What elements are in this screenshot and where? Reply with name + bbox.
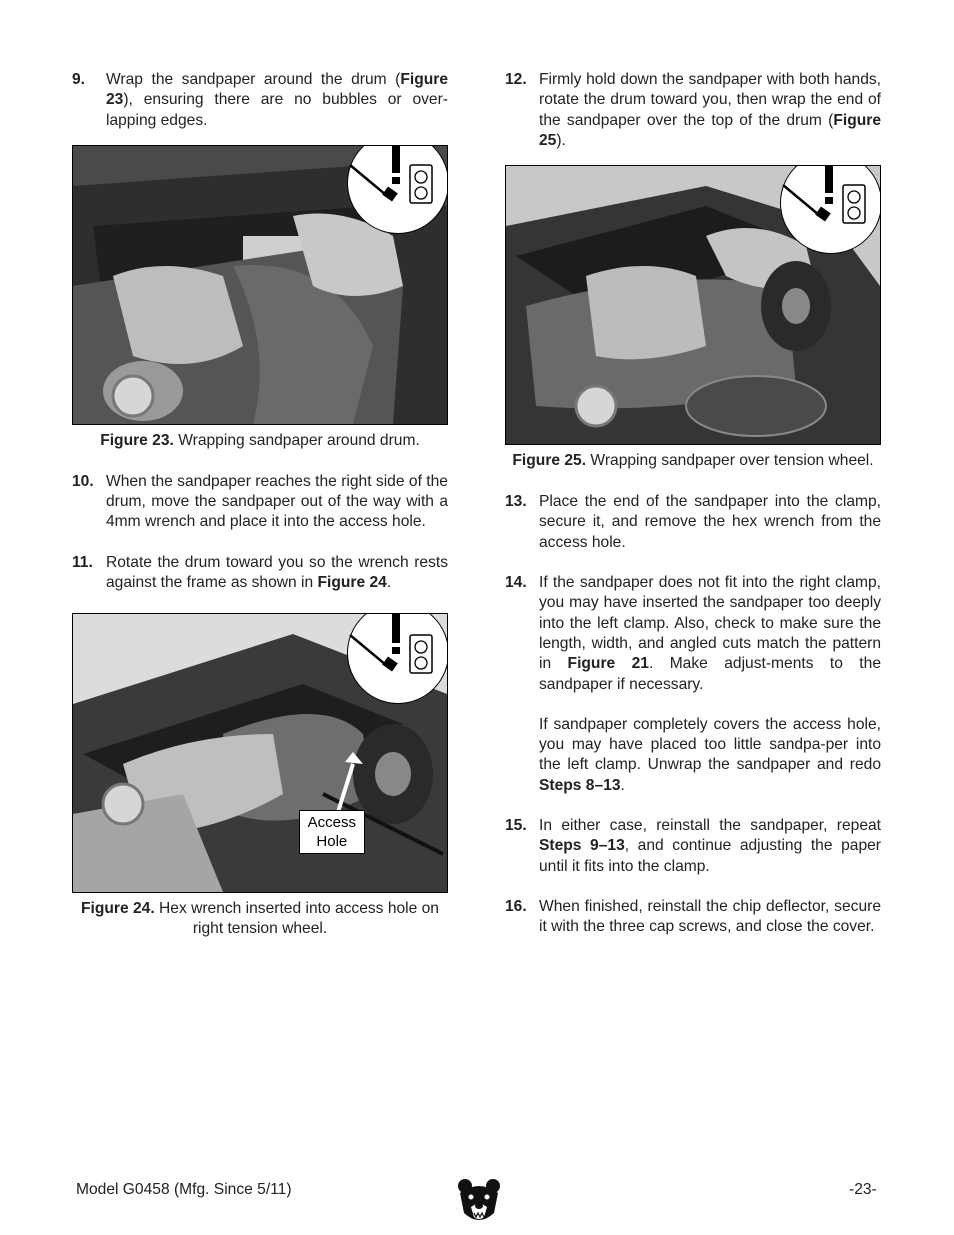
step-text: In either case, reinstall the sandpaper, repeat bbox=[539, 817, 881, 835]
step-text: ). bbox=[556, 131, 566, 149]
left-column bbox=[72, 70, 448, 939]
figure-23-caption bbox=[72, 431, 448, 451]
unplug-warning-icon bbox=[347, 613, 448, 704]
unplug-warning-icon bbox=[347, 145, 448, 234]
step-number: 10. bbox=[72, 472, 94, 490]
unplug-warning-icon bbox=[780, 165, 881, 254]
step-12 bbox=[505, 70, 881, 151]
figure-24-photo bbox=[72, 613, 448, 893]
footer-model: Model G0458 (Mfg. Since 5/11) bbox=[76, 1181, 292, 1198]
step-number: 11. bbox=[72, 553, 93, 571]
figure-ref: Figure 21 bbox=[567, 655, 649, 673]
step-text: Firmly hold down the sandpaper with both hands, rotate the drum toward you, then wrap the end of the sandpaper over the top of the drum ( bbox=[539, 71, 881, 129]
step-text: ), ensuring there are no bubbles or over-lapping edges. bbox=[106, 91, 448, 129]
step-text: If the sandpaper does not fit into the right clamp, you may have inserted the sandpaper too deeply into the left clamp. Also, check to make sure the length, width, and angled cuts match the pattern in bbox=[539, 574, 881, 673]
access-hole-callout bbox=[299, 810, 365, 854]
step-number: 12. bbox=[505, 71, 527, 88]
figure-ref: Figure 25 bbox=[539, 111, 881, 149]
figure-label: Figure 24. bbox=[81, 900, 155, 918]
step-15 bbox=[505, 816, 881, 877]
step-text: . Make adjust-ments to the sandpaper if necessary. bbox=[539, 655, 881, 693]
figure-ref: Figure 23 bbox=[106, 71, 448, 109]
step-9 bbox=[72, 70, 448, 131]
figure-25-photo bbox=[505, 165, 881, 445]
step-number: 15. bbox=[505, 817, 527, 835]
right-column bbox=[505, 70, 881, 958]
step-14 bbox=[505, 573, 881, 695]
figure-label: Figure 25. bbox=[512, 452, 587, 470]
step-number: 14. bbox=[505, 574, 527, 592]
callout-line: Access bbox=[307, 814, 356, 832]
step-text: . bbox=[386, 574, 392, 592]
caption-text: Hex wrench inserted into access hole on right tension wheel. bbox=[154, 900, 439, 938]
figure-25-caption bbox=[505, 451, 881, 471]
step-text: Place the end of the sandpaper into the clamp, secure it, and remove the hex wrench from the access hole. bbox=[539, 493, 881, 551]
step-number: 13. bbox=[505, 493, 527, 511]
figure-24 bbox=[72, 613, 448, 939]
step-text: Wrap the sandpaper around the drum ( bbox=[106, 71, 401, 88]
step-text: . bbox=[620, 776, 625, 794]
step-text: Rotate the drum toward you so the wrench rests against the frame as shown in bbox=[106, 553, 448, 592]
caption-text: Wrapping sandpaper around drum. bbox=[173, 431, 420, 449]
step-number: 9. bbox=[72, 71, 86, 88]
steps-ref: Steps 9–13 bbox=[539, 837, 625, 855]
grizzly-bear-logo bbox=[456, 1177, 502, 1225]
step-text: , and continue adjusting the paper until it fits into the clamp. bbox=[539, 837, 881, 875]
caption-text: Wrapping sandpaper over tension wheel. bbox=[586, 452, 874, 470]
step-13 bbox=[505, 492, 881, 553]
step-number: 16. bbox=[505, 897, 527, 915]
figure-label: Figure 23. bbox=[100, 431, 174, 449]
step-text: When finished, reinstall the chip deflector, secure it with the three cap screws, and close the cover. bbox=[539, 897, 881, 936]
step-text: When the sandpaper reaches the right side of the drum, move the sandpaper out of the way with a 4mm wrench and place it into the access hole. bbox=[106, 472, 448, 531]
figure-ref: Figure 24 bbox=[317, 574, 387, 592]
figure-24-caption bbox=[72, 899, 448, 939]
step-text: If sandpaper completely covers the access hole, you may have placed too little sandpa-per into the left clamp. Unwrap the sandpaper and redo bbox=[539, 715, 881, 774]
steps-ref: Steps 8–13 bbox=[539, 776, 621, 794]
step-11 bbox=[72, 553, 448, 594]
step-14-note bbox=[505, 715, 881, 796]
step-10 bbox=[72, 472, 448, 533]
figure-23 bbox=[72, 145, 448, 451]
figure-23-photo bbox=[72, 145, 448, 425]
callout-line: Hole bbox=[316, 833, 348, 851]
figure-25 bbox=[505, 165, 881, 471]
step-16 bbox=[505, 897, 881, 938]
page-number: -23- bbox=[849, 1181, 877, 1198]
